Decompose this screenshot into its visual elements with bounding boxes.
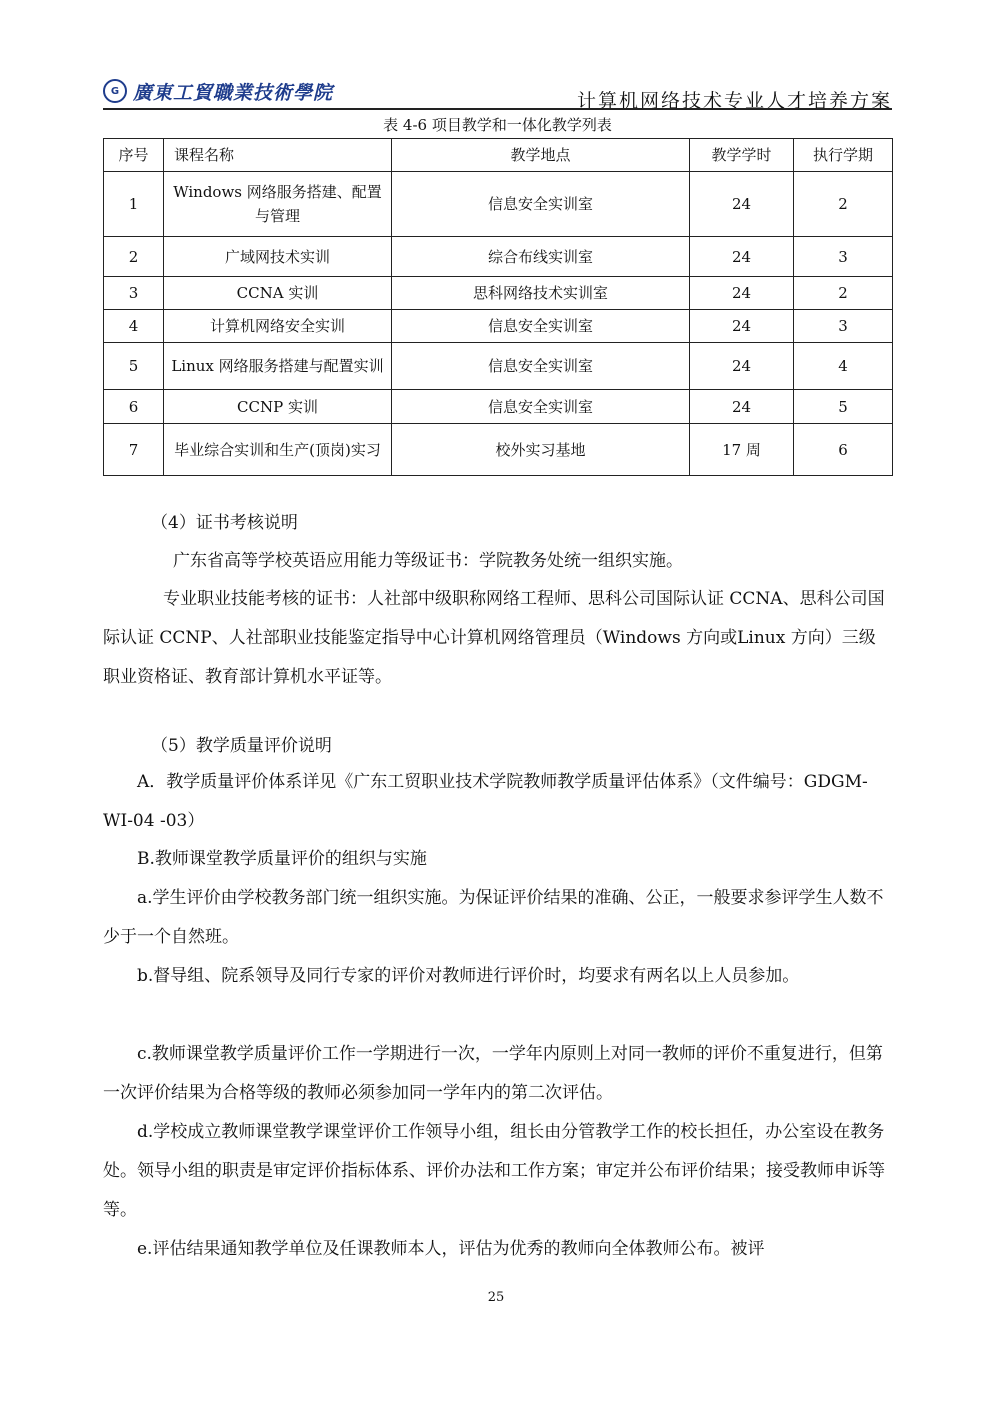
table-row <box>104 390 893 424</box>
college-seal-icon: G <box>103 79 127 103</box>
table-header-row <box>104 139 893 172</box>
table-row <box>104 277 893 310</box>
table-cell: 信息安全实训室 <box>392 343 690 390</box>
table-cell: 4 <box>104 310 164 343</box>
table-cell: 5 <box>794 390 893 424</box>
table-row <box>104 172 893 237</box>
header-divider <box>103 108 892 110</box>
section-4-heading: （4）证书考核说明 <box>151 513 298 533</box>
column-header: 教学学时 <box>690 139 794 172</box>
table-cell: 24 <box>690 310 794 343</box>
paragraph: d.学校成立教师课堂教学课堂评价工作领导小组，组长由分管教学工作的校长担任，办公室设在教务处。领导小组的职责是审定评价指标体系、评价办法和工作方案；审定并公布评价结果；接受教师申诉等等。 <box>103 1122 885 1220</box>
table-cell: 思科网络技术实训室 <box>392 277 690 310</box>
table-cell: 3 <box>794 310 893 343</box>
table-cell: 17 周 <box>690 424 794 476</box>
table-cell: 校外实习基地 <box>392 424 690 476</box>
table-cell: 2 <box>794 277 893 310</box>
table-cell: 综合布线实训室 <box>392 237 690 277</box>
table-cell: 24 <box>690 277 794 310</box>
table-cell: 2 <box>104 237 164 277</box>
table-cell: 3 <box>794 237 893 277</box>
column-header: 课程名称 <box>164 139 392 172</box>
table-cell: 24 <box>690 172 794 237</box>
paragraph: e.评估结果通知教学单位及任课教师本人，评估为优秀的教师向全体教师公布。被评 <box>137 1239 765 1259</box>
table-cell: 7 <box>104 424 164 476</box>
table-cell: 1 <box>104 172 164 237</box>
table-cell: CCNA 实训 <box>164 277 392 310</box>
column-header: 教学地点 <box>392 139 690 172</box>
table-cell: Linux 网络服务搭建与配置实训 <box>164 343 392 390</box>
table-row <box>104 237 893 277</box>
table-row <box>104 310 893 343</box>
table-cell: Windows 网络服务搭建、配置与管理 <box>164 172 392 237</box>
paragraph: c.教师课堂教学质量评价工作一学期进行一次，一学年内原则上对同一教师的评价不重复进行，但第一次评价结果为合格等级的教师必须参加同一学年内的第二次评估。 <box>103 1044 883 1103</box>
paragraph: b.督导组、院系领导及同行专家的评价对教师进行评价时，均要求有两名以上人员参加。 <box>137 966 800 986</box>
section-5-heading: （5）教学质量评价说明 <box>151 736 332 756</box>
table-cell: 24 <box>690 390 794 424</box>
table-cell: 24 <box>690 343 794 390</box>
paragraph: A．教学质量评价体系详见《广东工贸职业技术学院教师教学质量评估体系》（文件编号：GDGM-WI-04 -03） <box>103 772 868 831</box>
document-title: 计算机网络技术专业人才培养方案 <box>576 90 892 112</box>
table-cell: 信息安全实训室 <box>392 172 690 237</box>
page-number: 25 <box>487 1290 505 1305</box>
table-cell: 广域网技术实训 <box>164 237 392 277</box>
table-cell: 24 <box>690 237 794 277</box>
table-row <box>104 424 893 476</box>
table-cell: 4 <box>794 343 893 390</box>
table-row <box>104 343 893 390</box>
table-cell: 6 <box>794 424 893 476</box>
table-cell: 毕业综合实训和生产(顶岗)实习 <box>164 424 392 476</box>
table-caption: 表 4-6 项目教学和一体化教学列表 <box>383 116 612 134</box>
paragraph: 专业职业技能考核的证书：人社部中级职称网络工程师、思科公司国际认证 CCNA、思科公司国际认证 CCNP、人社部职业技能鉴定指导中心计算机网络管理员（Windows 方向或Linux 方向）三级职业资格证、教育部计算机水平证等。 <box>103 589 885 687</box>
table-cell: 信息安全实训室 <box>392 310 690 343</box>
table-cell: 3 <box>104 277 164 310</box>
paragraph: B.教师课堂教学质量评价的组织与实施 <box>137 849 427 869</box>
college-name: 廣東工貿職業技術學院 <box>133 81 334 104</box>
table-cell: 信息安全实训室 <box>392 390 690 424</box>
paragraph: a.学生评价由学校教务部门统一组织实施。为保证评价结果的准确、公正，一般要求参评学生人数不少于一个自然班。 <box>103 888 884 947</box>
table-cell: 5 <box>104 343 164 390</box>
table-cell: CCNP 实训 <box>164 390 392 424</box>
page-header <box>103 72 892 110</box>
table-cell: 2 <box>794 172 893 237</box>
table-cell: 6 <box>104 390 164 424</box>
table-cell: 计算机网络安全实训 <box>164 310 392 343</box>
college-logo <box>103 76 333 106</box>
project-teaching-table <box>103 138 893 476</box>
column-header: 序号 <box>104 139 164 172</box>
paragraph: 广东省高等学校英语应用能力等级证书：学院教务处统一组织实施。 <box>173 551 683 571</box>
column-header: 执行学期 <box>794 139 893 172</box>
